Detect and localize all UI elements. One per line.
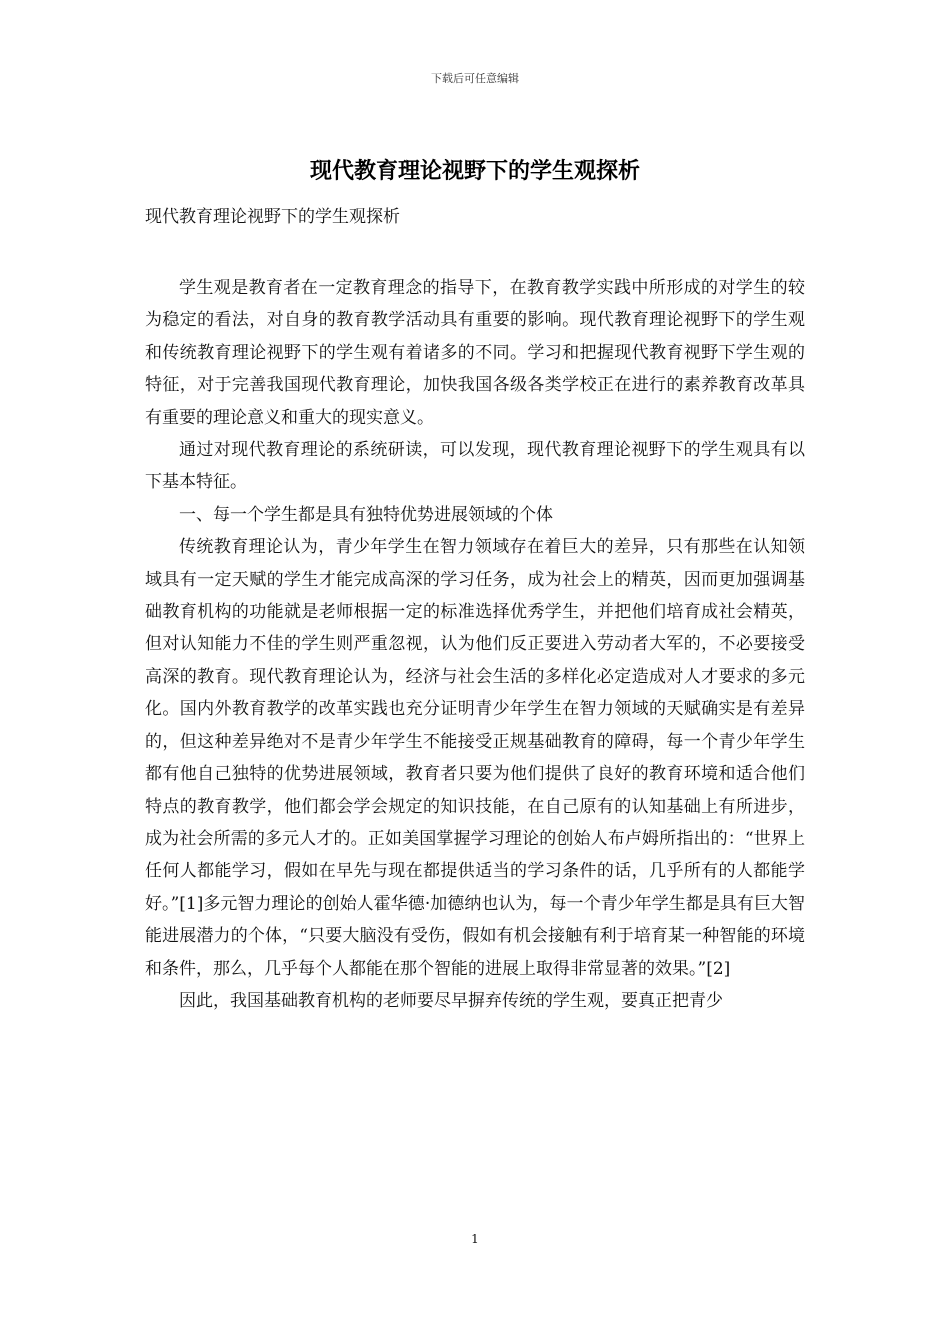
- page-number: 1: [471, 1232, 479, 1246]
- document-subtitle: 现代教育理论视野下的学生观探析: [145, 207, 400, 227]
- paragraph-traditional-theory: 传统教育理论认为，青少年学生在智力领域存在着巨大的差异，只有那些在认知领域具有一定天赋的学生才能完成高深的学习任务，成为社会上的精英，因而更加强调基础教育机构的功能就是老师根据一定的标准选择优秀学生，并把他们培育成社会精英，但对认知能力不佳的学生则严重忽视，认为他们反正要进入劳动者大军的，不必要接受高深的教育。现代教育理论认为，经济与社会生活的多样化必定造成对人才要求的多元化。国内外教育教学的改革实践也充分证明青少年学生在智力领域的天赋确实是有差异的，但这种差异绝对不是青少年学生不能接受正规基础教育的障碍，每一个青少年学生都有他自己独特的优势进展领域，教育者只要为他们提供了良好的教育环境和适合他们特点的教育教学，他们都会学会规定的知识技能，在自己原有的认知基础上有所进步，成为社会所需的多元人才的。正如美国掌握学习理论的创始人布卢姆所指出的：“世界上任何人都能学习，假如在早先与现在都提供适当的学习条件的话，几乎所有的人都能学好。”[1]多元智力理论的创始人霍华德·加德纳也认为，每一个青少年学生都是具有巨大智能进展潜力的个体，“只要大脑没有受伤，假如有机会接触有利于培育某一种智能的环境和条件，那么，几乎每个人都能在那个智能的进展上取得非常显著的效果。”[2]: [145, 537, 805, 979]
- paragraph-intro: 学生观是教育者在一定教育理念的指导下，在教育教学实践中所形成的对学生的较为稳定的看法，对自身的教育教学活动具有重要的影响。现代教育理论视野下的学生观和传统教育理论视野下的学生观有着诸多的不同。学习和把握现代教育视野下学生观的特征，对于完善我国现代教育理论，加快我国各级各类学校正在进行的素养教育改革具有重要的理论意义和重大的现实意义。: [145, 278, 805, 428]
- document-body: [145, 272, 805, 1017]
- paragraph-features: 通过对现代教育理论的系统研读，可以发现，现代教育理论视野下的学生观具有以下基本特征。: [145, 440, 805, 493]
- page-header: 下载后可任意编辑: [431, 72, 519, 85]
- document-title: 现代教育理论视野下的学生观探析: [309, 159, 640, 184]
- paragraph-conclusion: 因此，我国基础教育机构的老师要尽早摒弃传统的学生观，要真正把青少: [179, 990, 723, 1011]
- section-heading-1: 一、每一个学生都是具有独特优势进展领域的个体: [179, 504, 553, 525]
